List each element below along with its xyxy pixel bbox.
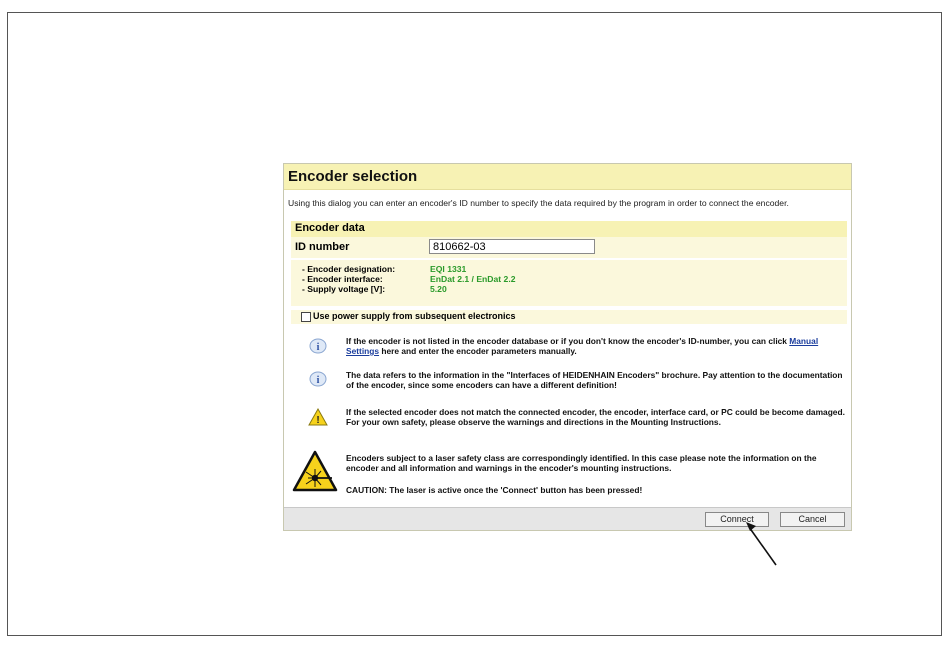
laser-warning-icon [292,450,338,492]
connect-button[interactable]: Connect [705,512,769,527]
power-supply-option[interactable] [291,310,847,324]
manual-settings-note-text: If the encoder is not listed in the encoder database or if you don't know the encoder's ID-number, you can click [346,336,790,346]
power-supply-label: Use power supply from subsequent electronics [313,311,516,321]
power-supply-checkbox[interactable] [301,312,311,322]
encoder-selection-dialog [283,163,852,531]
encoder-data-header [291,221,847,237]
id-number-row [291,237,847,258]
dialog-intro-text: Using this dialog you can enter an encoder's ID number to specify the data required by the program in order to connect the encoder. [288,198,789,208]
svg-text:!: ! [316,415,320,426]
info-icon [308,337,328,355]
id-number-label: ID number [295,241,350,253]
svg-text:i: i [316,342,320,353]
supply-voltage-value: 5.20 [430,284,447,294]
svg-text:i: i [316,375,320,386]
encoder-designation-value: EQI 1331 [430,264,467,274]
encoder-interface-label: - Encoder interface: [302,274,383,284]
laser-caution-text: CAUTION: The laser is active once the 'Connect' button has been pressed! [346,485,643,495]
encoder-data-heading: Encoder data [295,222,365,234]
laser-safety-note: Encoders subject to a laser safety class are correspondingly identified. In this case please note the information on the encoder and all information and warnings in the encoder's mounting instructions. [346,453,817,473]
dialog-title: Encoder selection [288,168,418,185]
encoder-mismatch-warning: If the selected encoder does not match the connected encoder, the encoder, interface card, or PC could be become damaged. For your own safety, please observe the warnings and directions in the Mounting Instructions. [346,407,845,427]
encoder-designation-label: - Encoder designation: [302,264,396,274]
cancel-button[interactable]: Cancel [780,512,845,527]
info-icon [308,370,328,388]
arrow-pointer-icon [743,515,783,571]
id-number-input[interactable] [429,239,595,254]
supply-voltage-label: - Supply voltage [V]: [302,284,386,294]
interfaces-brochure-note: The data refers to the information in the "Interfaces of HEIDENHAIN Encoders" brochure. Pay attention to the documentation of the encoder, since some encoders can have a different definition! [346,370,843,390]
manual-settings-note [346,336,846,356]
warning-icon [308,408,328,426]
encoder-interface-value: EnDat 2.1 / EnDat 2.2 [430,274,516,284]
manual-settings-note-tail: here and enter the encoder parameters manually. [379,346,577,356]
dialog-title-bar [284,164,851,190]
manual-settings-link[interactable]: Manual Settings [346,336,819,356]
encoder-details [291,260,847,306]
